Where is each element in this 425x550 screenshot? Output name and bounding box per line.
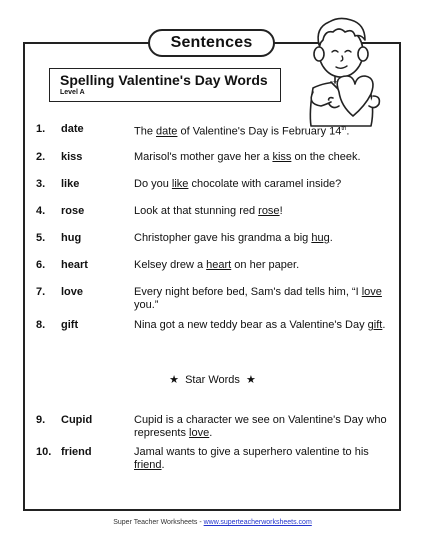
item-number: 5. (36, 232, 46, 244)
item-number: 4. (36, 205, 46, 217)
example-sentence: Jamal wants to give a superhero valentine to his friend. (134, 446, 369, 471)
spelling-word: hug (61, 232, 82, 244)
spelling-word: love (61, 286, 84, 298)
boy-holding-heart-illustration (295, 12, 387, 127)
example-sentence: Kelsey drew a heart on her paper. (134, 259, 300, 271)
spelling-word: heart (61, 259, 88, 271)
footer (0, 519, 425, 526)
star-words-heading (0, 373, 425, 386)
target-word: friend (134, 459, 162, 471)
page-title (148, 29, 275, 57)
spelling-word: gift (61, 319, 79, 331)
item-number: 6. (36, 259, 46, 271)
worksheet-level: Level A (60, 89, 85, 96)
target-word: gift (367, 319, 383, 331)
target-word: love (189, 427, 210, 439)
spelling-word: Cupid (61, 414, 93, 426)
target-word: date (156, 125, 178, 138)
spelling-word: date (61, 123, 84, 135)
spelling-word: like (61, 178, 80, 190)
example-sentence: Look at that stunning red rose! (134, 205, 283, 217)
target-word: hug (311, 232, 330, 244)
target-word: rose (258, 205, 280, 217)
spelling-word: rose (61, 205, 85, 217)
item-number: 10. (36, 446, 52, 458)
example-sentence: The date of Valentine's Day is February 14th. (134, 125, 350, 138)
worksheet-title-box (49, 68, 281, 102)
spelling-word: kiss (61, 151, 83, 163)
target-word: love (361, 286, 382, 298)
footer-text: Super Teacher Worksheets - (113, 519, 204, 526)
target-word: like (171, 178, 189, 190)
example-sentence: Christopher gave his grandma a big hug. (134, 232, 333, 244)
example-sentence: Every night before bed, Sam's dad tells him, “I love you.” (134, 286, 382, 311)
item-number: 8. (36, 319, 46, 331)
item-number: 9. (36, 414, 46, 426)
footer-link[interactable]: www.superteacherworksheets.com (203, 519, 312, 526)
star-words-label: Star Words (185, 374, 240, 386)
example-sentence: Nina got a new teddy bear as a Valentine's Day gift. (134, 319, 386, 331)
page-title-text: Sentences (170, 34, 253, 51)
star-icon: ★ (169, 374, 179, 386)
spelling-word: friend (61, 446, 92, 458)
worksheet-title: Spelling Valentine's Day Words (60, 72, 268, 88)
example-sentence: Do you like chocolate with caramel inside? (134, 178, 342, 190)
target-word: heart (206, 259, 232, 271)
item-number: 3. (36, 178, 46, 190)
item-number: 1. (36, 123, 46, 135)
example-sentence: Marisol's mother gave her a kiss on the cheek. (134, 151, 361, 163)
item-number: 7. (36, 286, 46, 298)
target-word: kiss (272, 151, 292, 163)
example-sentence: Cupid is a character we see on Valentine's Day who represents love. (134, 414, 387, 439)
item-number: 2. (36, 151, 46, 163)
star-icon: ★ (246, 374, 256, 386)
